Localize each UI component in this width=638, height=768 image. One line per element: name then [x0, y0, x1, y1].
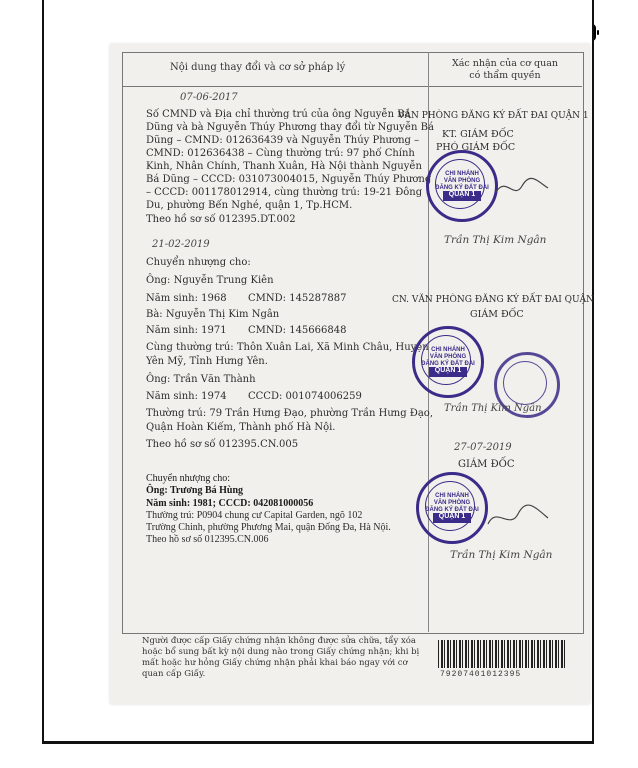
signer-name-3: Trần Thị Kim Ngân [450, 549, 553, 561]
header-content-change: Nội dung thay đổi và cơ sở pháp lý [170, 62, 346, 73]
office1-name: VĂN PHÒNG ĐĂNG KÝ ĐẤT ĐAI QUẬN 1 [398, 111, 589, 121]
entry1-line-7: – CCCD: 001178012914, cùng thường trú: 19-21 Đông [146, 187, 423, 198]
person3-birth: Năm sinh: 1974 [146, 391, 227, 402]
entry1-reference: Theo hồ sơ số 012395.DT.002 [146, 214, 296, 225]
address3-line1: Thường trú: P0904 chung cư Capital Garden, ngõ 102 [146, 510, 363, 521]
person2-birth: Năm sinh: 1971 [146, 325, 227, 336]
person4-id: Năm sinh: 1981; CCCD: 042081000056 [146, 498, 314, 509]
address1-line1: Cùng thường trú: Thôn Xuân Lai, Xã Minh Châu, Huyện [146, 342, 429, 353]
office1-title: KT. GIÁM ĐỐC [442, 129, 514, 140]
entry2-reference: Theo hồ sơ số 012395.CN.005 [146, 439, 299, 450]
handwritten-signature [484, 500, 554, 534]
person1-id: CMND: 145287887 [248, 293, 347, 304]
address2-line1: Thường trú: 79 Trần Hưng Đạo, phường Trần Hưng Đạo, [146, 408, 434, 419]
handwritten-signature [492, 172, 552, 202]
entry3-reference: Theo hồ sơ số 012395.CN.006 [146, 534, 269, 545]
barcode-number: 79207401012395 [440, 670, 522, 679]
person2-name: Bà: Nguyễn Thị Kim Ngân [146, 309, 280, 320]
official-stamp: CHI NHÁNH VĂN PHÒNG ĐĂNG KÝ ĐẤT ĐAI QUẬN 1 [416, 472, 488, 544]
entry1-line-6: Bá Dũng – CCCD: 031073004015, Nguyễn Thúy Phương [146, 174, 432, 185]
barcode [438, 640, 566, 668]
office2-director: GIÁM ĐỐC [470, 309, 524, 320]
person2-id: CMND: 145666848 [248, 325, 347, 336]
person1-name: Ông: Nguyễn Trung Kiên [146, 275, 274, 286]
entry1-line-3: Dũng – CMND: 012636439 và Nguyễn Thúy Phương – [146, 135, 420, 146]
entry1-line-5: Kinh, Nhân Chính, Thanh Xuân, Hà Nội thành Nguyễn [146, 161, 422, 172]
official-stamp: CHI NHÁNH VĂN PHÒNG ĐĂNG KÝ ĐẤT ĐAI QUẬN 1 [426, 150, 498, 222]
entry2-date: 21-02-2019 [152, 239, 210, 250]
certificate-notice: Người được cấp Giấy chứng nhận không được sửa chữa, tẩy xóa hoặc bổ sung bất kỳ nội dung nào trong Giấy chứng nhận; khi bị mất hoặc hư hỏng Giấy chứng nhận phải khai báo ngay với cơ quan cấp Giấy. [142, 636, 420, 679]
official-stamp: CHI NHÁNH VĂN PHÒNG ĐĂNG KÝ ĐẤT ĐAI QUẬN 1 [412, 326, 484, 398]
address1-line2: Yên Mỹ, Tỉnh Hưng Yên. [146, 356, 268, 367]
entry2-transfer-label: Chuyển nhượng cho: [146, 257, 251, 268]
person4-name: Ông: Trương Bá Hùng [146, 485, 244, 496]
office2-name: CN. VĂN PHÒNG ĐĂNG KÝ ĐẤT ĐAI QUẬN [392, 295, 594, 305]
entry1-date: 07-06-2017 [180, 92, 238, 103]
address3-line2: Trường Chinh, phường Phương Mai, quận Đống Đa, Hà Nội. [146, 522, 391, 533]
signer-name-1: Trần Thị Kim Ngân [444, 234, 547, 246]
signer-name-2: Trần Thị Kim Ngân [444, 403, 542, 414]
entry1-line-2: Dũng và bà Nguyễn Thúy Phương thay đổi từ Nguyễn Bá [146, 122, 434, 133]
header-authority-confirmation: Xác nhận của cơ quan có thẩm quyền [452, 58, 558, 81]
entry1-line-4: CMND: 012636438 – Cùng thường trú: 97 phố Chính [146, 148, 415, 159]
entry3-transfer-label: Chuyển nhượng cho: [146, 473, 231, 484]
address2-line2: Quận Hoàn Kiếm, Thành phố Hà Nội. [146, 422, 336, 433]
person1-birth: Năm sinh: 1968 [146, 293, 227, 304]
person3-name: Ông: Trần Văn Thành [146, 374, 256, 385]
bottom-area [0, 744, 638, 768]
entry3-date: 27-07-2019 [454, 442, 512, 453]
entry1-line-1: Số CMND và Địa chỉ thường trú của ông Nguyễn Bá [146, 109, 411, 120]
entry3-director: GIÁM ĐỐC [458, 459, 515, 470]
person3-id: CCCD: 001074006259 [248, 391, 362, 402]
office1-deputy: PHÓ GIÁM ĐỐC [436, 142, 516, 153]
entry1-line-8: Du, phường Bến Nghé, quận 1, Tp.HCM. [146, 200, 353, 211]
